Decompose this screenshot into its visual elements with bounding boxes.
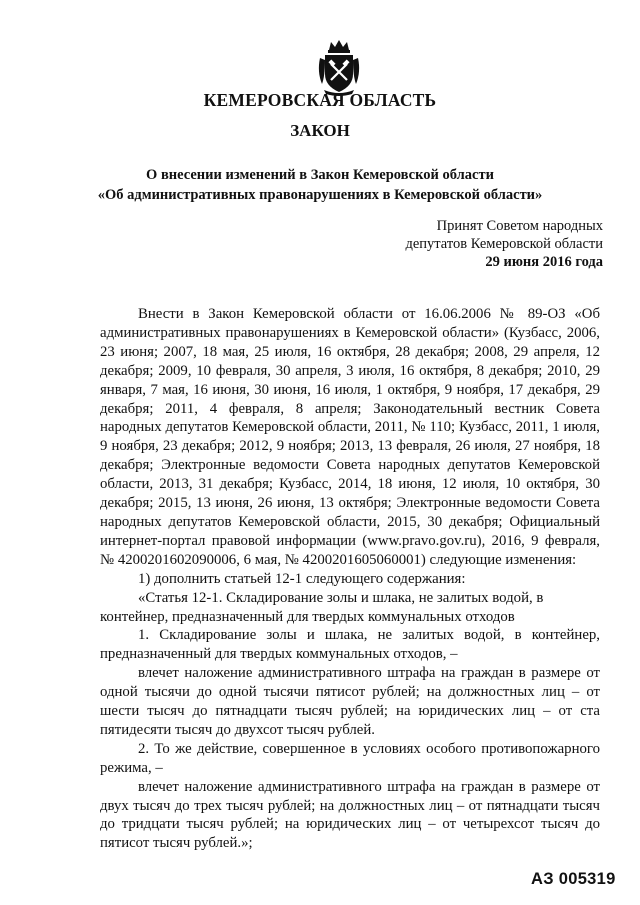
article-title-line-1: «Статья 12-1. Складирование золы и шлака, не залитых водой, в xyxy=(138,589,544,606)
law-body xyxy=(100,305,600,853)
article-title-line-2: контейнер, предназначенный для твердых коммунальных отходов xyxy=(100,608,515,625)
article-part-1-penalty: влечет наложение административного штрафа на граждан в размере от одной тысячи до одной тысячи пятисот рублей; на должностных лиц – от шести тысяч до пятнадцати тысяч рублей; на юридических лиц – от ста пятидесяти тысяч до двухсот тысяч рублей. xyxy=(100,665,600,738)
article-part-1: 1. Складирование золы и шлака, не залитых водой, в контейнер, предназначенный для твердых коммунальных отходов, – xyxy=(100,627,600,663)
serial-number: АЗ 005319 xyxy=(531,870,616,888)
intro-paragraph: Внести в Закон Кемеровской области от 16.06.2006 № 89-ОЗ «Об административных правонарушениях в Кемеровской области» (Кузбасс, 2006, 23 июня; 2007, 18 мая, 25 июля, 16 октября, 28 декабря; 2008, 29 апреля, 12 декабря; 2009, 10 февраля, 30 апреля, 3 июля, 16 октября, 8 декабря; 2010, 29 января, 7 мая, 16 июня, 30 июня, 16 июля, 1 октября, 9 ноября, 17 декабря, 29 декабря; 2011, 4 февраля, 8 апреля; Законодательный вестник Совета народных депутатов Кемеровской области, 2011, № 110; Кузбасс, 2011, 1 июля, 9 ноября, 23 декабря; 2012, 9 ноября; 2013, 13 февраля, 26 июля, 27 ноября, 18 декабря; Электронные ведомости Совета народных депутатов Кемеровской области, 2013, 31 декабря; Кузбасс, 2014, 18 июня, 12 июля, 10 октября, 30 декабря; 2015, 13 июня, 26 июня, 13 октября; Электронные ведомости Совета народных депутатов Кемеровской области, 2015, 30 декабря; Официальный интернет-портал правовой информации (www.pravo.gov.ru), 2016, 9 февраля, № 4200201602090006, 6 мая, № 4200201605060001) следующие изменения: xyxy=(100,306,600,568)
adoption-line-1: Принят Советом народных xyxy=(436,218,603,234)
law-subject-line-1: О внесении изменений в Закон Кемеровской области xyxy=(146,167,494,183)
law-subject-line-2: «Об административных правонарушениях в Кемеровской области» xyxy=(97,187,543,203)
article-part-2: 2. То же действие, совершенное в условиях особого противопожарного режима, – xyxy=(100,740,600,776)
document-type: ЗАКОН xyxy=(290,121,350,140)
region-title: КЕМЕРОВСКАЯ ОБЛАСТЬ xyxy=(203,90,437,110)
adoption-line-2: депутатов Кемеровской области xyxy=(405,236,603,252)
amendment-item-1: 1) дополнить статьей 12-1 следующего содержания: xyxy=(138,570,466,587)
article-part-2-penalty: влечет наложение административного штрафа на граждан в размере от двух тысяч до трех тысяч рублей; на должностных лиц – от пятнадцати тысяч до тридцати тысяч рублей; на юридических лиц – от четырехсот тысяч до пятисот тысяч рублей.»; xyxy=(100,778,600,852)
adoption-date: 29 июня 2016 года xyxy=(485,254,603,270)
law-subject xyxy=(0,165,640,205)
adoption-block xyxy=(343,217,603,271)
coat-of-arms-icon xyxy=(316,38,362,96)
